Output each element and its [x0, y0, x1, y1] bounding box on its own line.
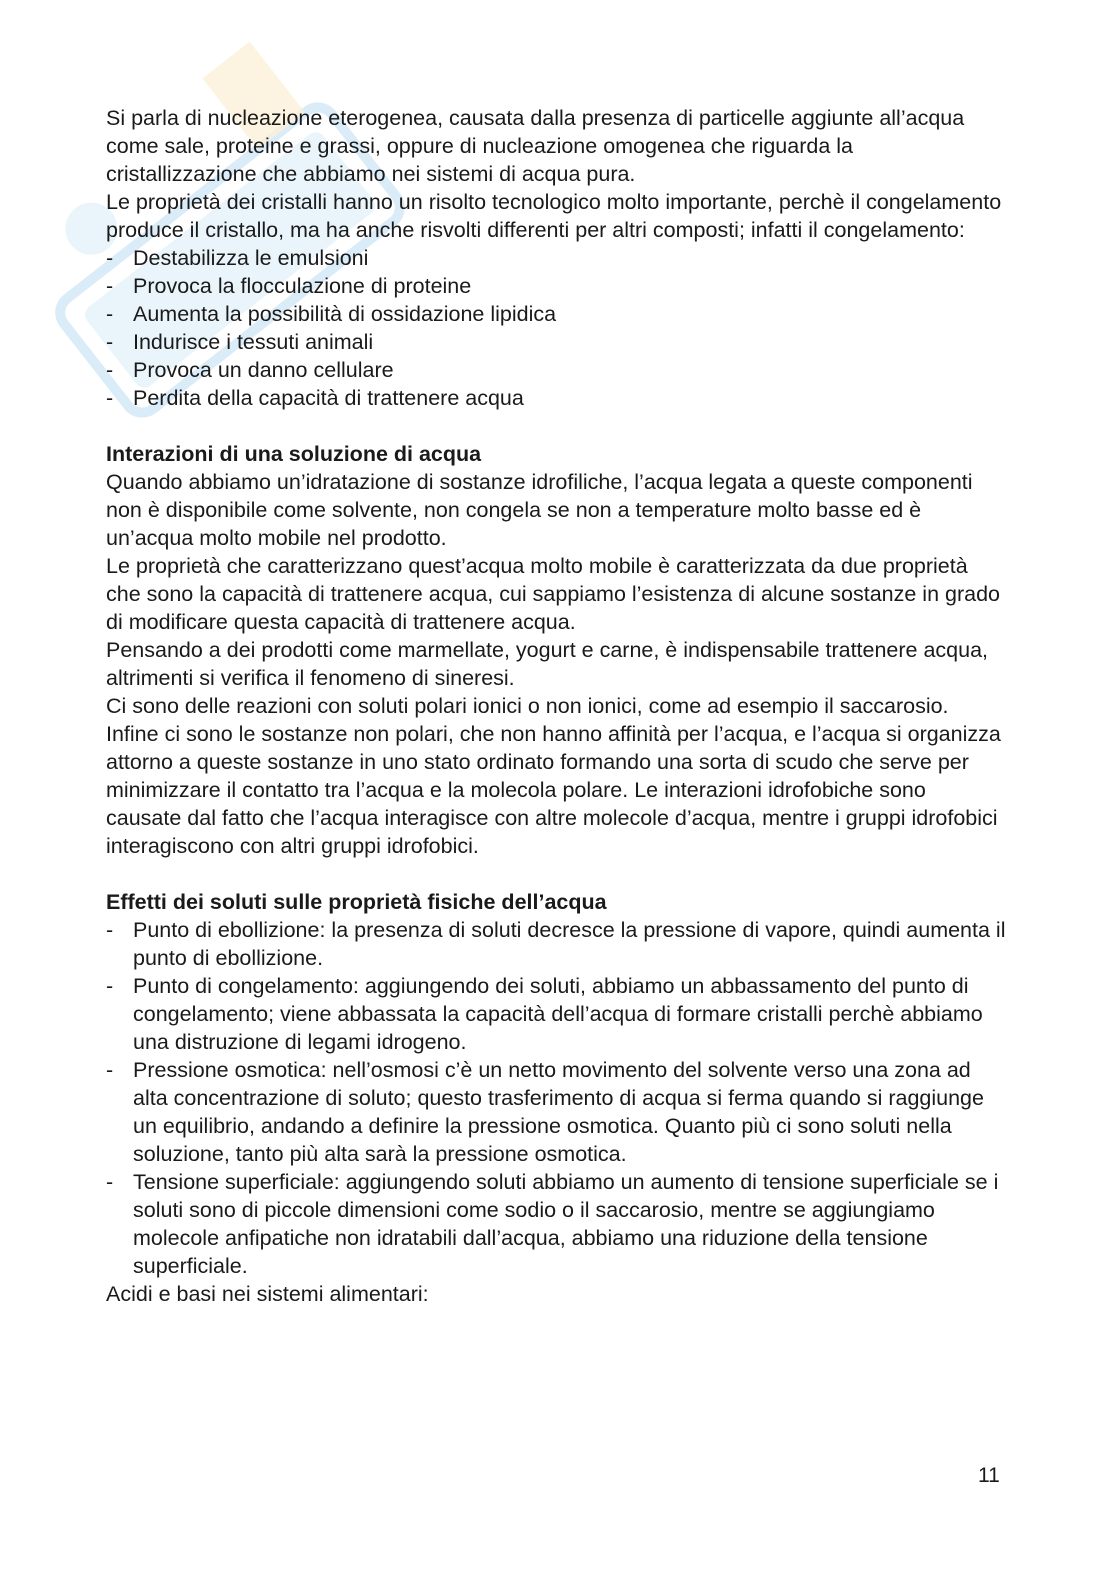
- section1-paragraph-3: Pensando a dei prodotti come marmellate, yogurt e carne, è indispensabile trattenere acqua, altrimenti si verifica il fenomeno di sineresi.: [106, 638, 989, 690]
- solute-effects-list: [106, 916, 1006, 1280]
- section-heading-interazioni: Interazioni di una soluzione di acqua: [106, 442, 482, 466]
- closing-line: Acidi e basi nei sistemi alimentari:: [106, 1282, 429, 1306]
- list-item: - Provoca un danno cellulare: [106, 356, 1006, 384]
- section-heading-effetti: Effetti dei soluti sulle proprietà fisiche dell’acqua: [106, 890, 607, 914]
- list-item: - Punto di congelamento: aggiungendo dei soluti, abbiamo un abbassamento del punto di congelamento; viene abbassata la capacità dell’acqua di formare cristalli perchè abbiamo una distruzione di legami idrogeno.: [106, 972, 1006, 1056]
- section1-paragraph-1: Quando abbiamo un’idratazione di sostanze idrofiliche, l’acqua legata a queste componenti non è disponibile come solvente, non congela se non a temperature molto basse ed è un’acqua molto mobile nel prodotto.: [106, 470, 973, 550]
- document-body: [106, 104, 1006, 1308]
- section1-paragraph-2: Le proprietà che caratterizzano quest’acqua molto mobile è caratterizzata da due proprietà che sono la capacità di trattenere acqua, cui sappiamo l’esistenza di alcune sostanze in grado di modificare questa capacità di trattenere acqua.: [106, 554, 1000, 634]
- list-item: - Perdita della capacità di trattenere acqua: [106, 384, 1006, 412]
- list-item: - Tensione superficiale: aggiungendo soluti abbiamo un aumento di tensione superficiale se i soluti sono di piccole dimensioni come sodio o il saccarosio, mentre se aggiungiamo molecole anfipatiche non idratabili dall’acqua, abbiamo una riduzione della tensione superficiale.: [106, 1168, 1006, 1280]
- list-item: - Destabilizza le emulsioni: [106, 244, 1006, 272]
- intro-paragraph-1: Si parla di nucleazione eterogenea, causata dalla presenza di particelle aggiunte all’acqua come sale, proteine e grassi, oppure di nucleazione omogenea che riguarda la cristallizzazione che abbiamo nei sistemi di acqua pura.: [106, 106, 965, 186]
- section1-paragraph-4: Ci sono delle reazioni con soluti polari ionici o non ionici, come ad esempio il saccarosio.: [106, 694, 949, 718]
- list-item: - Punto di ebollizione: la presenza di soluti decresce la pressione di vapore, quindi aumenta il punto di ebollizione.: [106, 916, 1006, 972]
- list-item: - Pressione osmotica: nell’osmosi c’è un netto movimento del solvente verso una zona ad alta concentrazione di soluto; questo trasferimento di acqua si ferma quando si raggiunge un equilibrio, andando a definire la pressione osmotica. Quanto più ci sono soluti nella soluzione, tanto più alta sarà la pressione osmotica.: [106, 1056, 1006, 1168]
- freezing-effects-list: [106, 244, 1006, 412]
- list-item: - Indurisce i tessuti animali: [106, 328, 1006, 356]
- intro-paragraph-2: Le proprietà dei cristalli hanno un risolto tecnologico molto importante, perchè il congelamento produce il cristallo, ma ha anche risvolti differenti per altri composti; infatti il congelamento:: [106, 190, 1002, 242]
- page-number: 11: [978, 1464, 1000, 1487]
- list-item: - Aumenta la possibilità di ossidazione lipidica: [106, 300, 1006, 328]
- list-item: - Provoca la flocculazione di proteine: [106, 272, 1006, 300]
- section1-paragraph-5: Infine ci sono le sostanze non polari, che non hanno affinità per l’acqua, e l’acqua si organizza attorno a queste sostanze in uno stato ordinato formando una sorta di scudo che serve per minimizzare il contatto tra l’acqua e la molecola polare. Le interazioni idrofobiche sono causate dal fatto che l’acqua interagisce con altre molecole d’acqua, mentre i gruppi idrofobici interagiscono con altri gruppi idrofobici.: [106, 722, 1001, 858]
